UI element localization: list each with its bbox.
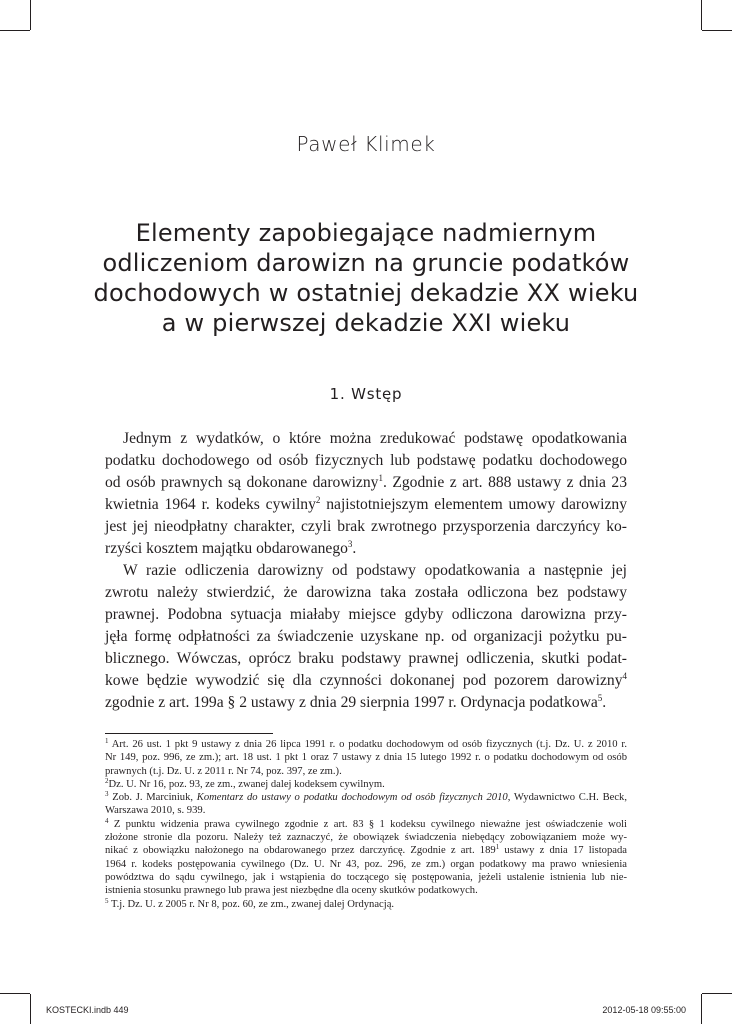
footnote-ref-5[interactable]: 5	[597, 693, 603, 703]
footer-timestamp: 2012-05-18 09:55:00	[602, 1005, 686, 1015]
body-line: jest jej nieodpłatny charakter, czyli brak zwrotnego przysporzenia darczyńcy ko-	[105, 518, 627, 535]
body-line: kowe będzie wywodzić się dla czynności dokonanej pod pozorem darowizny$^4$	[105, 671, 627, 689]
body-line: kwietnia 1964 r. kodeks cywilny$^2$ najistotniejszym elementem umowy darowizny	[105, 495, 627, 513]
footnote-line: $^5$ T.j. Dz. U. z 2005 r. Nr 8, poz. 60, ze zm., zwanej dalej Ordynacją.	[105, 896, 395, 910]
crop-mark-bottom-right-v	[701, 994, 702, 1024]
title-line: dochodowych w ostatniej dekadzie XX wieku	[93, 279, 639, 307]
section-heading: 1. Wstęp	[329, 385, 403, 403]
crop-mark-bottom-left-h	[0, 993, 30, 994]
footnote-line: Warszawa 2010, s. 939.	[105, 805, 206, 817]
title-line: odliczeniom darowizn na gruncie podatków	[102, 249, 630, 277]
body-text	[105, 428, 627, 714]
body-line: podatku dochodowego od osób fizycznych lub podstawę podatku dochodowego	[105, 452, 627, 469]
crop-mark-top-right-v	[701, 0, 702, 30]
footnote-line: powództwa do sądu cywilnego, jak i wstąpienia do toczącego się postępowania, jeżeli ustalenie istnienia lub nie-	[105, 871, 627, 883]
footnote-separator	[105, 733, 273, 734]
crop-mark-top-left-v	[30, 0, 31, 30]
footnote-line: $^3$ Zob. J. Marciniuk, Komentarz do ustawy o podatku dochodowym od osób fizycznych 2010, Wydawnictwo C.H. Beck,	[105, 790, 627, 804]
footer-file-info: KOSTECKI.indb 449	[46, 1005, 129, 1015]
body-line: rzyści kosztem majątku obdarowanego$^3$.	[105, 539, 357, 557]
crop-mark-bottom-left-v	[30, 994, 31, 1024]
footnote-line: 1964 r. kodeks postępowania cywilnego (Dz. U. Nr 43, poz. 296, ze zm.) organ podatkowy ma prawo wniesienia	[105, 858, 627, 870]
body-line: od osób prawnych są dokonane darowizny$^1$. Zgodnie z art. 888 ustawy z dnia 23	[105, 473, 627, 491]
footnote-ref-2[interactable]: 2	[315, 495, 321, 505]
body-line: prawnej. Podobna sytuacja miałaby miejsce gdyby odliczona darowizna przy-	[105, 606, 627, 623]
footnote-line: $^4$ Z punktu widzenia prawa cywilnego zgodnie z art. 83 § 1 kodeksu cywilnego nieważne jest oświadczenie woli	[105, 816, 627, 830]
footnote-line: Nr 149, poz. 996, ze zm.); art. 18 ust. 1 pkt 1 oraz 7 ustawy z dnia 15 lutego 1992 r. o podatku dochodowym od osób	[105, 752, 627, 764]
footnote-ref-1[interactable]: 1	[378, 473, 383, 483]
title-line: a w pierwszej dekadzie XXI wieku	[161, 309, 571, 337]
crop-mark-bottom-right-h	[702, 993, 732, 994]
body-line: zwrotu należy stwierdzić, że darowizna taka została odliczona bez podstawy	[105, 584, 627, 601]
body-line: jęła formę odpłatności za świadczenie uzyskane np. od organizacji pożytku pu-	[105, 628, 627, 645]
footnote-line: nikać z obowiązku nałożonego na obdarowanego przez darczyńcę. Zgodnie z art. $189^1$ ustawy z dnia 17 listopada	[105, 843, 627, 857]
body-line: blicznego. Wówczas, oprócz braku podstawy prawnej odliczenia, skutki podat-	[105, 650, 627, 667]
title-line: Elementy zapobiegające nadmiernym	[135, 219, 597, 247]
article-title	[80, 218, 652, 338]
body-line: W razie odliczenia darowizny od podstawy opodatkowania a następnie jej	[123, 562, 627, 579]
body-line: Jednym z wydatków, o które można zredukować podstawę opodatkowania	[123, 430, 627, 447]
footnote-line: $^2$Dz. U. Nr 16, poz. 93, ze zm., zwanej dalej kodeksem cywilnym.	[105, 776, 385, 790]
body-line: zgodnie z art. 199a § 2 ustawy z dnia 29 sierpnia 1997 r. Ordynacja podatkowa$^5$.	[105, 693, 607, 711]
footnote-line: prawnych (t.j. Dz. U. z 2011 r. Nr 74, poz. 397, ze zm.).	[105, 765, 342, 777]
footnote-ref-4[interactable]: 4	[622, 671, 627, 681]
footnote-ref-3[interactable]: 3	[347, 539, 353, 549]
crop-mark-top-left-h	[0, 30, 30, 31]
footnote-line: istnienia stosunku prawnego lub prawa jest niezbędne dla oceny skutków podatkowych.	[105, 885, 478, 897]
footnotes	[105, 738, 627, 911]
footnote-line: złożone stronie dla pozoru. Należy też zaznaczyć, że obowiązek świadczenia niebędący zobowiązaniem może wy-	[105, 832, 627, 844]
author-name: Paweł Klimek	[296, 132, 436, 156]
crop-mark-top-right-h	[702, 30, 732, 31]
footnote-line: $^1$ Art. 26 ust. 1 pkt 9 ustawy z dnia 26 lipca 1991 r. o podatku dochodowym od osób fizycznych (t.j. Dz. U. z 2010 r.	[105, 737, 627, 750]
